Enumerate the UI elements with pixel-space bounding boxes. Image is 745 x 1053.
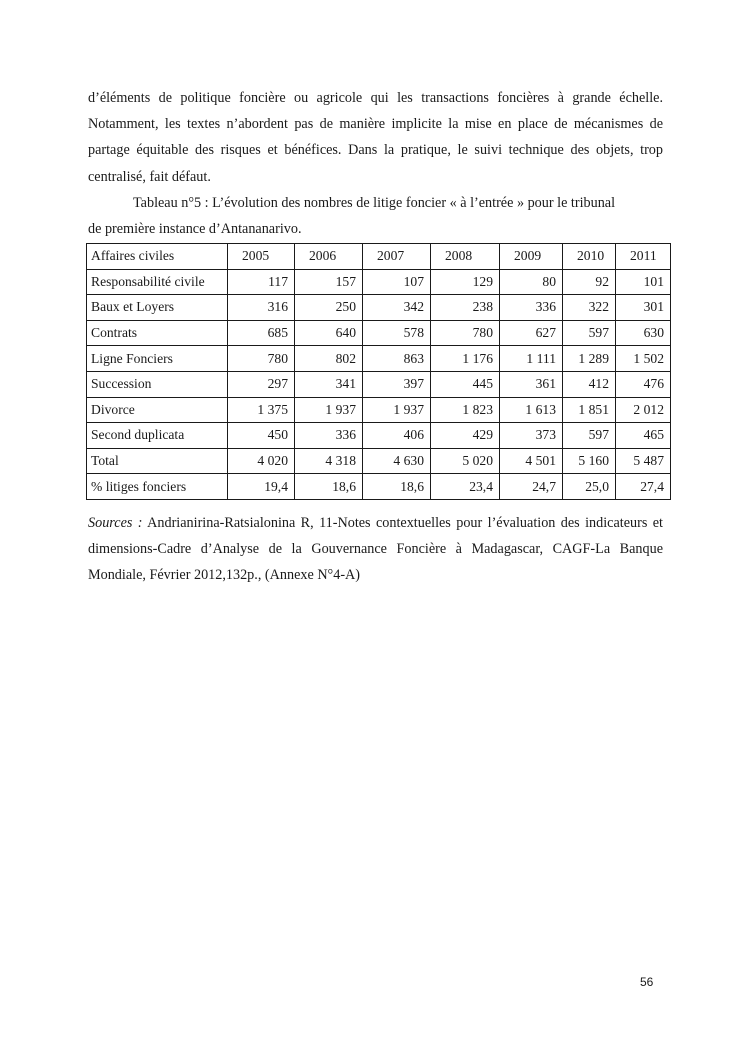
page-number: 56 [640,975,654,989]
header-year: 2009 [500,244,563,270]
header-year: 2008 [431,244,500,270]
table-cell: 361 [500,371,563,397]
table-cell: 24,7 [500,474,563,500]
header-affaires-civiles: Affaires civiles [87,244,228,270]
table-cell: 1 111 [500,346,563,372]
table-cell: 342 [363,295,431,321]
table-cell: 429 [431,423,500,449]
table-cell: 1 613 [500,397,563,423]
table-cell: 80 [500,269,563,295]
table-cell: 1 851 [563,397,616,423]
table-cell: 1 823 [431,397,500,423]
header-year: 2010 [563,244,616,270]
table-cell: 27,4 [616,474,671,500]
table-cell: 336 [295,423,363,449]
row-label: Succession [87,371,228,397]
table-row [87,346,671,372]
table-caption-line1: Tableau n°5 : L’évolution des nombres de litige foncier « à l’entrée » pour le tribunal [133,194,616,211]
table-cell: 1 289 [563,346,616,372]
body-paragraph: d’éléments de politique foncière ou agricole qui les transactions foncières à grande échelle. Notamment, les textes n’abordent pas de manière implicite la mise en place de mécanismes de partage équitable des risques et bénéfices. Dans la pratique, le suivi technique des objets, trop centralisé, fait défaut. [88,90,663,185]
row-label: Responsabilité civile [87,269,228,295]
table-cell: 397 [363,371,431,397]
row-label: Total [87,448,228,474]
main-text-block [88,85,663,242]
table-cell: 578 [363,320,431,346]
table-row [87,371,671,397]
table-cell: 1 937 [363,397,431,423]
table-cell: 157 [295,269,363,295]
table-cell: 780 [228,346,295,372]
table-row [87,320,671,346]
header-year: 2006 [295,244,363,270]
table-cell: 685 [228,320,295,346]
table-row [87,295,671,321]
table-cell: 630 [616,320,671,346]
table-cell: 1 937 [295,397,363,423]
row-label: Ligne Fonciers [87,346,228,372]
sources-text: Andrianirina-Ratsialonina R, 11-Notes contextuelles pour l’évaluation des indicateurs et dimensions-Cadre d’Analyse de la Gouvernance Foncière à Madagascar, CAGF-La Banque Mondiale, Février 2012,132p., (Annexe N°4-A) [88,515,663,584]
table-cell: 4 630 [363,448,431,474]
sources-note [88,510,663,589]
table-caption [88,190,663,242]
row-label: Contrats [87,320,228,346]
table-cell: 101 [616,269,671,295]
header-year: 2011 [616,244,671,270]
table-body [87,269,671,499]
table-cell: 1 375 [228,397,295,423]
table-cell: 336 [500,295,563,321]
header-year: 2007 [363,244,431,270]
table-cell: 445 [431,371,500,397]
table-header-row [87,244,671,270]
sources-label: Sources : [88,515,143,531]
table-row [87,269,671,295]
table-cell: 627 [500,320,563,346]
table-cell: 476 [616,371,671,397]
row-label: Divorce [87,397,228,423]
table-cell: 5 160 [563,448,616,474]
header-year: 2005 [228,244,295,270]
table-cell: 4 318 [295,448,363,474]
table-cell: 2 012 [616,397,671,423]
table-cell: 25,0 [563,474,616,500]
row-label: % litiges fonciers [87,474,228,500]
table-cell: 5 487 [616,448,671,474]
table-row [87,423,671,449]
table-cell: 802 [295,346,363,372]
table-cell: 238 [431,295,500,321]
table-cell: 450 [228,423,295,449]
table-cell: 465 [616,423,671,449]
row-label: Baux et Loyers [87,295,228,321]
table-cell: 373 [500,423,563,449]
table-cell: 1 502 [616,346,671,372]
table-cell: 18,6 [363,474,431,500]
table-cell: 23,4 [431,474,500,500]
table-cell: 412 [563,371,616,397]
row-label: Second duplicata [87,423,228,449]
table-cell: 322 [563,295,616,321]
table-cell: 4 501 [500,448,563,474]
table-cell: 117 [228,269,295,295]
litigation-table [86,243,671,500]
table-cell: 597 [563,320,616,346]
table-row [87,474,671,500]
table-cell: 92 [563,269,616,295]
table-row [87,448,671,474]
table-row [87,397,671,423]
table-cell: 640 [295,320,363,346]
table-cell: 780 [431,320,500,346]
table-cell: 301 [616,295,671,321]
table-cell: 107 [363,269,431,295]
table-cell: 4 020 [228,448,295,474]
table-cell: 19,4 [228,474,295,500]
table-cell: 863 [363,346,431,372]
table-cell: 129 [431,269,500,295]
table-caption-line2: de première instance d’Antananarivo. [88,221,302,238]
table-cell: 316 [228,295,295,321]
table-cell: 1 176 [431,346,500,372]
table-cell: 250 [295,295,363,321]
table-cell: 5 020 [431,448,500,474]
table-cell: 18,6 [295,474,363,500]
table-cell: 406 [363,423,431,449]
table-cell: 297 [228,371,295,397]
table-cell: 341 [295,371,363,397]
table-cell: 597 [563,423,616,449]
